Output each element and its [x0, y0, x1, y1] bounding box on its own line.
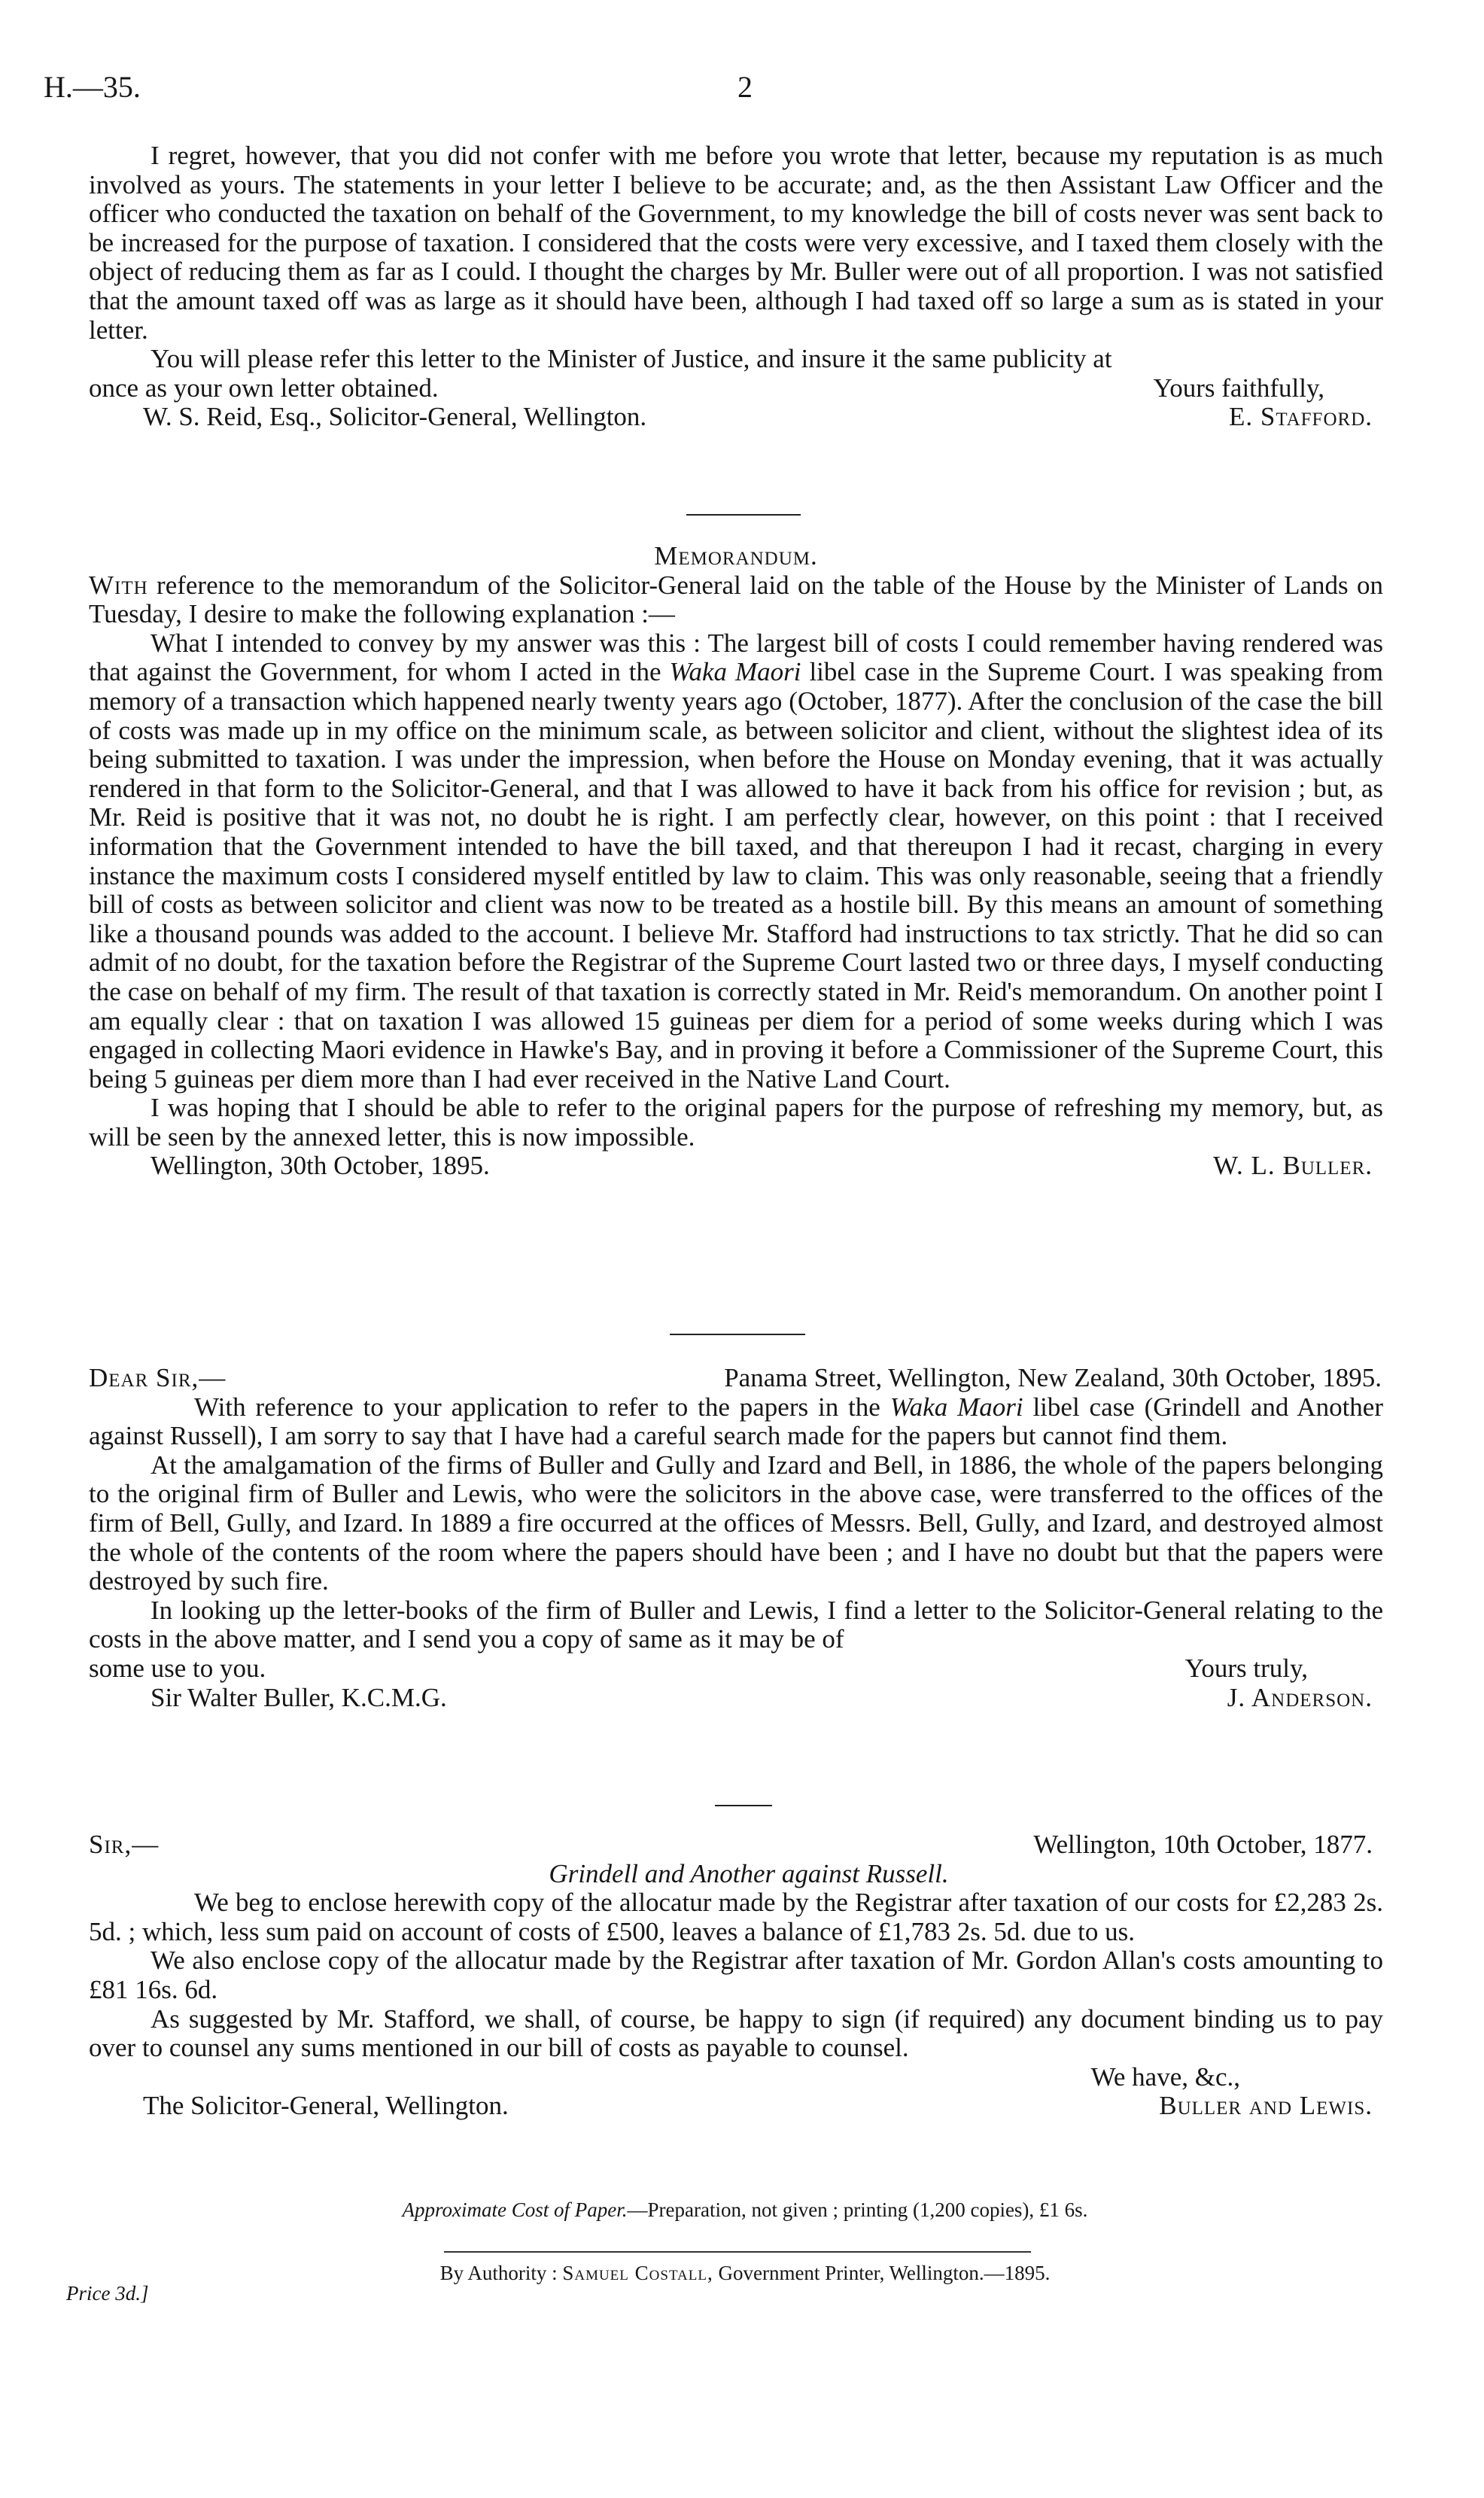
signature: J. Anderson.: [1227, 1682, 1373, 1712]
authority-suffix: Government Printer, Wellington.—1895.: [713, 2262, 1051, 2284]
sender-address: Panama Street, Wellington, New Zealand, 30th October, 1895.: [724, 1363, 1382, 1392]
signature-row: [89, 1684, 1383, 1713]
addressee: The Solicitor-General, Wellington.: [143, 2091, 509, 2121]
paragraph: I was hoping that I should be able to refer to the original papers for the purpose of refreshing my memory, but, as will be seen by the annexed letter, this is now impossible.: [89, 1093, 1383, 1152]
salutation: Sir,—: [89, 1830, 160, 1859]
text-run: libel case (Grindell and Another against Russell), I am sorry to say that I have had a careful search made for the papers but cannot find them.: [89, 1392, 1383, 1451]
paragraph-last-line: some use to you.: [89, 1653, 266, 1683]
paragraph-last-line: once as your own letter obtained.: [89, 373, 439, 403]
paragraph: [89, 1393, 1383, 1451]
salutation-row: [89, 1364, 1383, 1393]
signature: W. L. Buller.: [1213, 1151, 1373, 1181]
printer-line: [226, 2262, 1264, 2284]
cost-label: Approximate Cost of Paper.: [402, 2198, 628, 2221]
document-reference: H.—35.: [44, 70, 141, 104]
signature-row: [89, 403, 1383, 432]
paragraph: As suggested by Mr. Stafford, we shall, of course, be happy to sign (if required) any document binding us to pay over to counsel any sums mentioned in our bill of costs as payable to counsel.: [89, 2004, 1383, 2063]
printer-name: Samuel Costall,: [562, 2262, 713, 2284]
text-run: With reference to your application to refer to the papers in the: [194, 1392, 890, 1422]
paragraph: In looking up the letter-books of the firm of Buller and Lewis, I find a letter to the Solicitor-General relating to the costs in the above matter, and I send you a copy of same as it may be of: [89, 1595, 1383, 1654]
text-run: What I intended to convey by my answer was this : The largest bill of costs I could remember having rendered was that against the Government, for whom I acted in the: [89, 628, 1383, 687]
closing-text: Yours truly,: [1184, 1653, 1308, 1683]
cost-note: [226, 2198, 1264, 2221]
cost-text: —Preparation, not given ; printing (1,200 copies), £1 6s.: [627, 2198, 1088, 2221]
closing-text: We have, &c.,: [1090, 2061, 1240, 2092]
italic-title: Waka Maori: [669, 657, 801, 687]
section-divider: [686, 514, 801, 516]
footer-divider: [444, 2251, 1031, 2253]
addressee: W. S. Reid, Esq., Solicitor-General, Wellington.: [143, 402, 647, 432]
paragraph: I regret, however, that you did not confer with me before you wrote that letter, because my reputation is as much involved as yours. The statements in your letter I believe to be accurate; and, as the then Assistant Law Officer and the officer who conducted the taxation on behalf of the Government, to my knowledge the bill of costs never was sent back to be increased for the purpose of taxation. I considered that the costs were very excessive, and I taxed them closely with the object of reducing them as far as I could. I thought the charges by Mr. Buller were out of all proportion. I was not satisfied that the amount taxed off was as large as it should have been, although I had taxed off so large a sum as is stated in your letter.: [89, 141, 1383, 345]
closing-text: Yours faithfully,: [1153, 373, 1324, 403]
intro-text: reference to the memorandum of the Solicitor-General laid on the table of the House by the Minister of Lands on Tuesday, I desire to make the following explanation :—: [89, 570, 1383, 629]
memorandum: [89, 542, 1383, 1181]
signature: E. Stafford.: [1228, 402, 1373, 432]
letter-stafford: [89, 141, 1383, 432]
signature-row: [89, 1152, 1383, 1181]
paragraph: We also enclose copy of the allocatur made by the Registrar after taxation of Mr. Gordon Allan's costs amounting to £81 16s. 6d.: [89, 1946, 1383, 2004]
salutation-row: [89, 1830, 1383, 1860]
closing-row: [89, 374, 1383, 403]
salutation: Dear Sir,—: [89, 1363, 227, 1392]
closing-row: [89, 1654, 1383, 1684]
paragraph: You will please refer this letter to the Minister of Justice, and insure it the same publicity at: [151, 344, 1112, 374]
case-title: Grindell and Another against Russell.: [549, 1858, 949, 1888]
lead-word: With: [89, 570, 148, 600]
signature-row: [89, 2092, 1383, 2121]
paragraph: We beg to enclose herewith copy of the allocatur made by the Registrar after taxation of our costs for £2,283 2s. 5d. ; which, less sum paid on account of costs of £500, leaves a balance of £1,783 2s. 5d. due to us.: [89, 1888, 1383, 1946]
letter-anderson: [89, 1364, 1383, 1712]
authority-prefix: By Authority :: [439, 2262, 563, 2284]
letter-date: Wellington, 10th October, 1877.: [1033, 1830, 1373, 1859]
letter-buller-lewis: [89, 1830, 1383, 2121]
signature: Buller and Lewis.: [1159, 2091, 1373, 2121]
paragraph: [89, 629, 1383, 1094]
paragraph: At the amalgamation of the firms of Buller and Gully and Izard and Bell, in 1886, the whole of the papers belonging to the original firm of Buller and Lewis, who were the solicitors in the above case, were transferred to the offices of the firm of Bell, Gully, and Izard. In 1889 a fire occurred at the offices of Messrs. Bell, Gully, and Izard, and destroyed almost the whole of the contents of the room where the papers should have been ; and I have no doubt but that the papers were destroyed by such fire.: [89, 1450, 1383, 1596]
page-number: 2: [737, 70, 753, 104]
memorandum-intro: [89, 571, 1383, 629]
text-run: libel case in the Supreme Court. I was speaking from memory of a transaction which happened nearly twenty years ago (October, 1877). After the conclusion of the case the bill of costs was made up in my office on the minimum scale, as between solicitor and client, without the slightest idea of its being submitted to taxation. I was under the impression, when before the House on Monday evening, that it was actually rendered in that form to the Solicitor-General, and that I was allowed to have it back from his office for revision ; but, as Mr. Reid is positive that it was not, no doubt he is right. I am perfectly clear, however, on this point : that I received information that the Government intended to have the bill taxed, and that thereupon I had it recast, charging in every instance the maximum costs I considered myself entitled by law to claim. This was only reasonable, seeing that a friendly bill of costs as between solicitor and client was now to be treated as a hostile bill. By this means an amount of something like a thousand pounds was added to the account. I believe Mr. Stafford had instructions to tax strictly. That he did so can admit of no doubt, for the taxation before the Registrar of the Supreme Court lasted two or three days, I myself conducting the case on behalf of my firm. The result of that taxation is correctly stated in Mr. Reid's memorandum. On another point I am equally clear : that on taxation I was allowed 15 guineas per diem for a period of some weeks during which I was engaged in collecting Maori evidence in Hawke's Bay, and in proving it before a Commissioner of the Supreme Court, this being 5 guineas per diem more than I had ever received in the Native Land Court.: [89, 657, 1383, 1094]
section-divider: [715, 1805, 772, 1806]
section-divider: [670, 1334, 805, 1335]
price: Price 3d.]: [66, 2282, 149, 2305]
memorandum-title: Memorandum.: [654, 541, 818, 570]
memo-date: Wellington, 30th October, 1895.: [151, 1151, 490, 1181]
addressee: Sir Walter Buller, K.C.M.G.: [151, 1682, 447, 1712]
italic-title: Waka Maori: [889, 1392, 1023, 1422]
